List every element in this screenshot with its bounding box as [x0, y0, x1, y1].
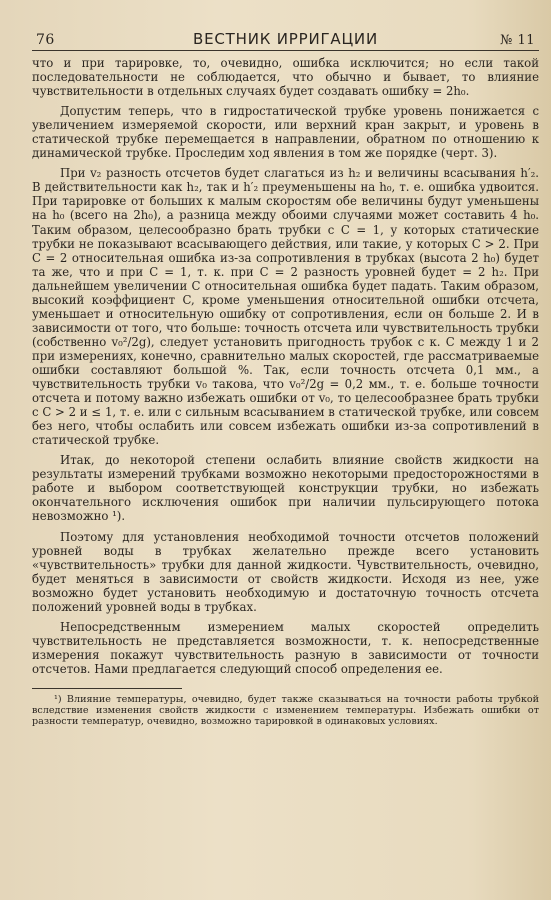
paragraph: Поэтому для установления необходимой точности отсчетов положений уровней воды в трубках желательно прежде всего установить «чувствительность» трубки для данной жидкости. Чувствительность, очевидно, будет меняться в зависимости от свойств жидкости. Исходя из нее, уже возможно будет установить необходимую и достаточную точность отсчета положений уровней воды в трубках. [32, 529, 539, 614]
header-rule [32, 50, 539, 51]
issue-number: № 11 [500, 33, 535, 48]
page-number: 76 [36, 32, 55, 48]
running-header [32, 30, 539, 50]
footnote-rule [32, 688, 182, 689]
paragraph: Непосредственным измерением малых скоростей определить чувствительность не представляется возможности, т. к. непосредственные измерения покажут чувствительность разную в зависимости от точности отсчетов. Нами предлагается следующий способ определения ее. [32, 619, 539, 676]
paragraph: что и при тарировке, то, очевидно, ошибка исключится; но если такой последовательности не соблюдается, что обычно и бывает, то влияние чувствительности в отдельных случаях будет создавать ошибку = 2h₀. [32, 56, 539, 99]
journal-title: ВЕСТНИК ИРРИГАЦИИ [193, 30, 378, 48]
article-body [32, 56, 539, 676]
footnote-text: ¹) Влияние температуры, очевидно, будет также сказываться на точности работы трубкой вследствие изменения свойств жидкости с изменением температуры. Избежать ошибки от разности температур, очевидно, возможно тарировкой в одинаковых условиях. [32, 693, 539, 728]
paragraph: Допустим теперь, что в гидростатической трубке уровень понижается с увеличением измеряемой скорости, или верхний кран закрыт, и уровень в статической трубке перемещается в направлении, обратном по отношению к динамической трубке. Проследим ход явления в том же порядке (черт. 3). [32, 104, 539, 161]
footnote [32, 694, 539, 728]
paragraph: Итак, до некоторой степени ослабить влияние свойств жидкости на результаты измерений трубками возможно некоторыми предосторожностями в работе и выбором соответствующей конструкции трубки, но избежать окончательного исключения ошибок при наличии пульсирующего потока невозможно ¹). [32, 453, 539, 524]
paragraph: При v₂ разность отсчетов будет слагаться из h₂ и величины всасывания h′₂. В действительности как h₂, так и h′₂ преуменьшены на h₀, т. е. ошибка удвоится. При тарировке от больших к малым скоростям обе величины будут уменьшены на h₀ (всего на 2h₀), а разница между обоими случаями может составить 4 h₀. Таким образом, целесообразно брать трубки с C = 1, у которых статические трубки не показывают всасывающего действия, или такие, у которых C > 2. При C = 2 относительная ошибка из-за сопротивления в трубках (высота 2 h₀) будет та же, что и при C = 1, т. к. при C = 2 разность уровней будет = 2 h₂. При дальнейшем увеличении C относительная ошибка будет падать. Таким образом, высокий коэффициент C, кроме уменьшения относительной ошибки отсчета, уменьшает и относительную ошибку от сопротивления, если он больше 2. И в зависимости от того, что больше: точность отсчета или чувствительность трубки (собственно v₀²/2g), следует установить пригодность трубок с к. C между 1 и 2 при измерениях, конечно, сравнительно малых скоростей, где рассматриваемые ошибки составляют большой %. Так, если точность отсчета 0,1 мм., а чувствительность трубки v₀ такова, что v₀²/2g = 0,2 мм., т. е. больше точности отсчета и потому важно избежать ошибки от v₀, то целесообразнее брать трубки с C > 2 и ≤ 1, т. е. или с сильным всасыванием в статической трубке, или совсем без него, чтобы ослабить или совсем избежать ошибки из-за сопротивлений в статической трубке. [32, 166, 539, 448]
